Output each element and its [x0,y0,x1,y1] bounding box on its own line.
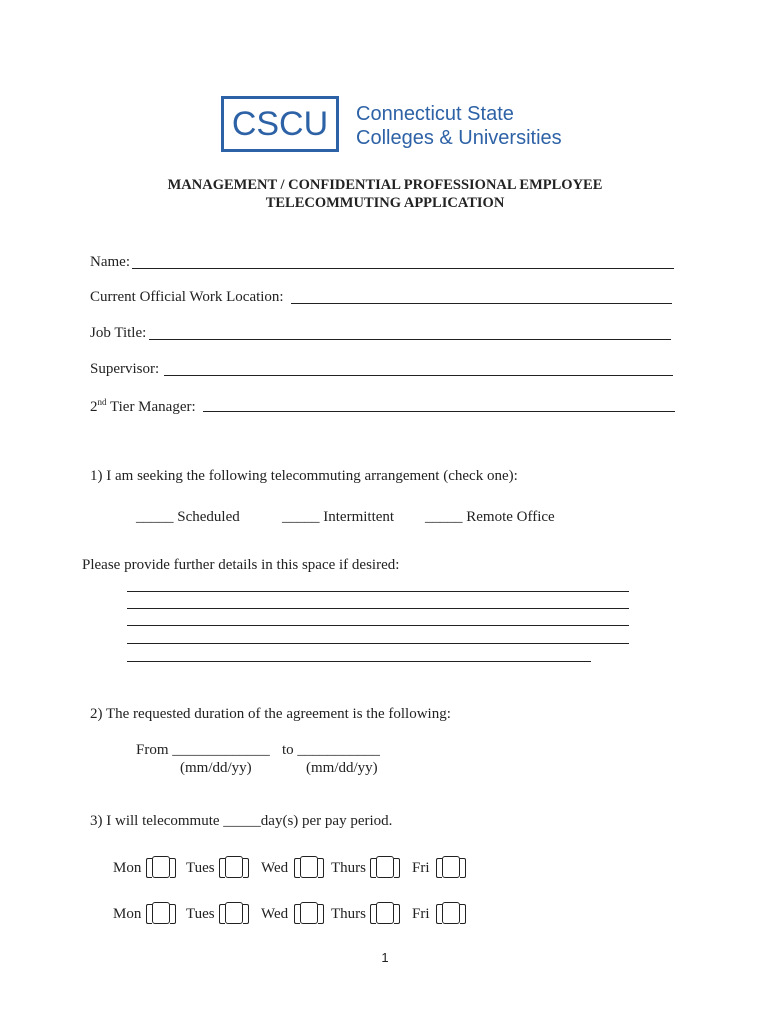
tier-manager-field[interactable] [203,397,675,412]
details-line[interactable] [127,643,629,644]
name-label: Name: [90,254,130,270]
details-prompt: Please provide further details in this space if desired: [82,557,400,573]
checkbox-thurs-row1[interactable] [370,856,400,878]
page-number: 1 [381,950,389,965]
question-3: 3) I will telecommute _____day(s) per pay period. [90,813,393,829]
day-label-mon: Mon [113,906,142,922]
day-label-tues: Tues [186,906,215,922]
to-date-field[interactable]: to ___________ [282,742,380,758]
checkbox-tues-row1[interactable] [219,856,249,878]
job-title-field[interactable] [149,325,671,340]
checkbox-wed-row2[interactable] [294,902,324,924]
to-date-format: (mm/dd/yy) [306,760,378,776]
form-title-line-2: TELECOMMUTING APPLICATION [265,195,505,211]
supervisor-field[interactable] [164,361,673,376]
work-location-label: Current Official Work Location: [90,289,284,305]
option-intermittent[interactable]: _____ Intermittent [282,509,395,525]
day-label-thurs: Thurs [331,860,366,876]
day-label-tues: Tues [186,860,215,876]
checkbox-fri-row1[interactable] [436,856,466,878]
name-field[interactable] [132,254,674,269]
job-title-label: Job Title: [90,325,147,341]
question-2: 2) The requested duration of the agreement is the following: [90,706,451,722]
checkbox-wed-row1[interactable] [294,856,324,878]
work-location-field[interactable] [291,289,672,304]
question-1: 1) I am seeking the following telecommuting arrangement (check one): [90,468,518,484]
checkbox-thurs-row2[interactable] [370,902,400,924]
day-label-wed: Wed [261,860,289,876]
day-label-mon: Mon [113,860,142,876]
day-label-thurs: Thurs [331,906,366,922]
logo-line-2: Colleges & Universities [356,127,562,149]
details-line[interactable] [127,591,629,592]
details-line[interactable] [127,625,629,626]
option-remote-office[interactable]: _____ Remote Office [425,509,555,525]
logo-line-1: Connecticut State [356,103,514,125]
checkbox-mon-row1[interactable] [146,856,176,878]
from-date-field[interactable]: From _____________ [136,742,270,758]
details-line[interactable] [127,608,629,609]
from-date-format: (mm/dd/yy) [180,760,252,776]
cscu-logo-mark [221,96,339,152]
tier-manager-label: 2nd Tier Manager: [90,397,196,415]
logo-wordmark [356,102,562,150]
day-label-fri: Fri [412,860,430,876]
details-line[interactable] [127,661,591,662]
option-scheduled[interactable]: _____ Scheduled [136,509,240,525]
day-label-fri: Fri [412,906,430,922]
supervisor-label: Supervisor: [90,361,160,377]
logo-abbrev: CSCU [231,104,329,143]
day-label-wed: Wed [261,906,289,922]
form-title-line-1: MANAGEMENT / CONFIDENTIAL PROFESSIONAL EMPLOYEE [167,177,603,193]
checkbox-fri-row2[interactable] [436,902,466,924]
checkbox-mon-row2[interactable] [146,902,176,924]
checkbox-tues-row2[interactable] [219,902,249,924]
